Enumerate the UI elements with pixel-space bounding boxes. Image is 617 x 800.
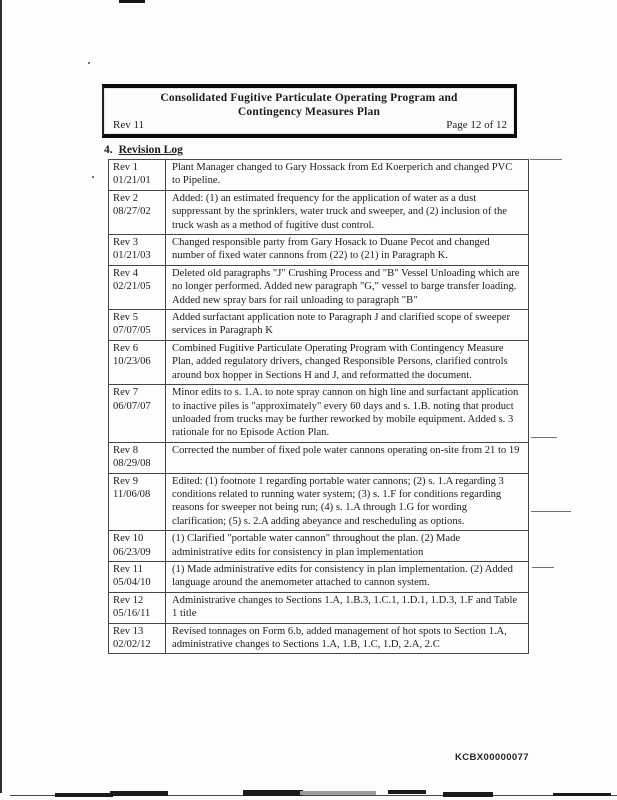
revision-date: 11/06/08 (113, 488, 151, 500)
revision-date: 10/23/06 (113, 356, 151, 368)
revision-date: 05/04/10 (113, 577, 151, 589)
scan-line-overshoot (531, 437, 557, 438)
revision-description: Revised tonnages on Form 6.b, added management of hot spots to Section 1.A, administrative changes to Sections 1.A, 1.B, 1.C, 1.D, 2.A, 2.C (166, 623, 529, 654)
revision-date: 02/02/12 (113, 639, 151, 650)
revision-description: Administrative changes to Sections 1.A, 1.B.3, 1.C.1, 1.D.1, 1.D.3, 1.F and Table 1 title (166, 592, 529, 623)
revision-number: Rev 8 (113, 444, 139, 456)
revision-number: Rev 9 (113, 475, 139, 487)
revision-id-cell (109, 623, 166, 654)
revision-description: Combined Fugitive Particulate Operating Program with Contingency Measure Plan, added regulatory drivers, changed Responsible Persons, clarified controls around box hopper in Sections H and J, and reformatted the document. (166, 340, 529, 384)
revision-description: Added surfactant application note to Paragraph J and clarified scope of sweeper services in Paragraph K (166, 310, 529, 341)
table-row (109, 442, 529, 473)
revision-date: 07/07/05 (113, 325, 151, 337)
table-row (109, 531, 529, 562)
revision-number: Rev 12 (113, 594, 144, 606)
revision-date: 06/07/07 (113, 400, 151, 412)
revision-description: (1) Clarified "portable water cannon" throughout the plan. (2) Made administrative edits for consistency in plan implementation (166, 531, 529, 562)
revision-date: 01/21/01 (113, 175, 151, 187)
revision-description: Deleted old paragraphs "J" Crushing Process and "B" Vessel Unloading which are no longer performed. Added new paragraph "G," vessel to barge transfer loading. Added new spray bars for rail unloading to paragraph "B" (166, 265, 529, 309)
revision-number: Rev 1 (113, 162, 139, 173)
revision-id-cell (109, 235, 166, 266)
scan-speck (92, 176, 94, 178)
table-row (109, 473, 529, 531)
revision-id-cell (109, 160, 166, 191)
table-row (109, 160, 529, 191)
revision-log-table (108, 159, 529, 654)
revision-number: Rev 5 (113, 312, 139, 324)
header-revision-label: Rev 11 (113, 119, 145, 131)
revision-description: Added: (1) an estimated frequency for the application of water as a dust suppressant by the sprinklers, water truck and sweeper, and (2) inclusion of the truck wash as a method of fugitive dust control. (166, 190, 529, 234)
table-row (109, 385, 529, 443)
header-page-number: Page 12 of 12 (446, 119, 507, 131)
table-row (109, 265, 529, 309)
revision-id-cell (109, 310, 166, 341)
revision-id-cell (109, 340, 166, 384)
document-title-line2: Contingency Measures Plan (237, 106, 381, 118)
scan-top-dash (119, 0, 145, 3)
table-row (109, 190, 529, 234)
table-row (109, 592, 529, 623)
revision-number: Rev 6 (113, 342, 139, 354)
revision-description: Edited: (1) footnote 1 regarding portable water cannons; (2) s. 1.A regarding 3 conditions related to running water system; (3) s. 1.F for conditions regarding reasons for sweeper not being run; (4) s. 1.A through 1.G for wording clarification; (5) s. 2.A adding abeyance and rescheduling as options. (166, 473, 529, 531)
revision-date: 01/21/03 (113, 250, 151, 262)
table-row (109, 340, 529, 384)
revision-description: Changed responsible party from Gary Hosack to Duane Pecot and changed number of fixed water cannons from (22) to (21) in Paragraph K. (166, 235, 529, 266)
revision-number: Rev 10 (113, 533, 144, 545)
section-title: Revision Log (118, 144, 183, 156)
scan-edge-line (0, 0, 2, 793)
document-title-line1: Consolidated Fugitive Particulate Operating Program and (160, 92, 458, 104)
revision-number: Rev 2 (113, 192, 139, 204)
scan-line-overshoot (530, 159, 562, 160)
document-title (104, 88, 514, 119)
revision-id-cell (109, 592, 166, 623)
revision-date: 05/16/11 (113, 608, 151, 620)
revision-id-cell (109, 385, 166, 443)
revision-id-cell (109, 190, 166, 234)
revision-number: Rev 11 (113, 563, 143, 575)
section-heading (104, 144, 183, 156)
scan-line-overshoot (531, 511, 571, 512)
revision-id-cell (109, 265, 166, 309)
scan-speck (88, 62, 90, 64)
bates-number: KCBX00000077 (455, 752, 529, 763)
revision-number: Rev 13 (113, 625, 144, 637)
revision-date: 02/21/05 (113, 281, 151, 293)
table-row (109, 623, 529, 654)
revision-description: Plant Manager changed to Gary Hossack from Ed Koerperich and changed PVC to Pipeline. (166, 160, 529, 191)
document-header (102, 84, 517, 138)
table-row (109, 235, 529, 266)
section-number: 4. (104, 144, 113, 156)
revision-log-body (109, 160, 529, 654)
scan-line-overshoot (532, 567, 554, 568)
revision-date: 08/29/08 (113, 458, 151, 470)
revision-date: 08/27/02 (113, 206, 151, 218)
revision-number: Rev 4 (113, 267, 139, 279)
revision-id-cell (109, 561, 166, 592)
revision-number: Rev 3 (113, 237, 139, 249)
revision-description: Corrected the number of fixed pole water cannons operating on-site from 21 to 19 (166, 442, 529, 473)
revision-number: Rev 7 (113, 387, 139, 399)
revision-description: (1) Made administrative edits for consistency in plan implementation. (2) Added language around the anemometer attached to cannon system. (166, 561, 529, 592)
revision-date: 06/23/09 (113, 546, 151, 558)
revision-id-cell (109, 531, 166, 562)
table-row (109, 310, 529, 341)
revision-id-cell (109, 442, 166, 473)
table-row (109, 561, 529, 592)
revision-description: Minor edits to s. 1.A. to note spray cannon on high line and surfactant application to inactive piles is "approximately" every 60 days and s. 1.B. noting that product unloaded from trucks may be further reworked by mobile equipment. Added s. 3 rationale for no Episode Action Plan. (166, 385, 529, 443)
revision-id-cell (109, 473, 166, 531)
